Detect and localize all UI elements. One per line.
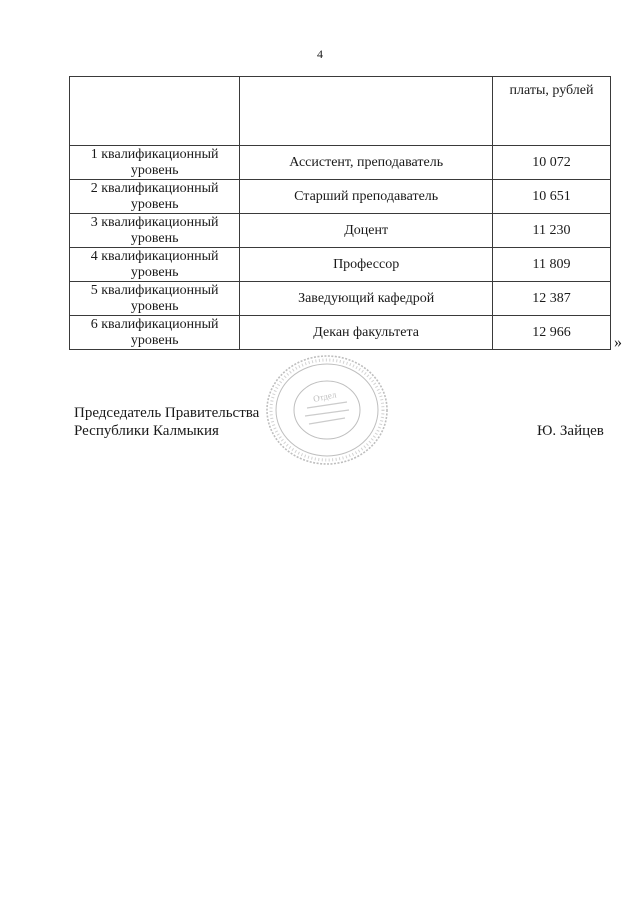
official-stamp	[263, 352, 391, 468]
salary-cell: 10 072	[493, 146, 611, 180]
level-number: 6 квалификационный	[90, 316, 219, 332]
position-cell: Старший преподаватель	[240, 180, 493, 214]
stamp-text: Отдел	[312, 389, 338, 404]
signer-title	[74, 404, 259, 440]
level-number: 2 квалификационный	[90, 180, 219, 196]
salary-cell: 12 966	[493, 316, 611, 350]
signer-title-line2: Республики Калмыкия	[74, 423, 219, 439]
signer-name: Ю. Зайцев	[537, 423, 604, 439]
level-word: уровень	[130, 298, 179, 314]
table-row	[70, 282, 611, 316]
salary-cell: 11 230	[493, 214, 611, 248]
position-cell: Доцент	[240, 214, 493, 248]
table-row	[70, 180, 611, 214]
level-word: уровень	[130, 196, 179, 212]
closing-quote: »	[614, 334, 622, 351]
page-number: 4	[317, 47, 323, 61]
level-word: уровень	[130, 264, 179, 280]
header-level	[70, 77, 240, 146]
salary-cell: 12 387	[493, 282, 611, 316]
level-number: 4 квалификационный	[90, 248, 219, 264]
salary-table	[69, 76, 611, 350]
level-number: 1 квалификационный	[90, 146, 219, 162]
level-cell	[70, 180, 240, 214]
level-cell	[70, 214, 240, 248]
level-number: 5 квалификационный	[90, 282, 219, 298]
level-cell	[70, 316, 240, 350]
salary-cell: 10 651	[493, 180, 611, 214]
position-cell: Заведующий кафедрой	[240, 282, 493, 316]
signer-title-line1: Председатель Правительства	[74, 405, 260, 421]
level-cell	[70, 146, 240, 180]
table-row	[70, 316, 611, 350]
table-row	[70, 248, 611, 282]
table-header-row	[70, 77, 611, 146]
level-cell	[70, 248, 240, 282]
level-word: уровень	[130, 332, 179, 348]
level-word: уровень	[130, 162, 179, 178]
header-salary: платы, рублей	[493, 77, 611, 146]
table-row	[70, 146, 611, 180]
level-cell	[70, 282, 240, 316]
level-word: уровень	[130, 230, 179, 246]
header-position	[240, 77, 493, 146]
position-cell: Ассистент, преподаватель	[240, 146, 493, 180]
position-cell: Профессор	[240, 248, 493, 282]
level-number: 3 квалификационный	[90, 214, 219, 230]
table-row	[70, 214, 611, 248]
salary-cell: 11 809	[493, 248, 611, 282]
position-cell: Декан факультета	[240, 316, 493, 350]
